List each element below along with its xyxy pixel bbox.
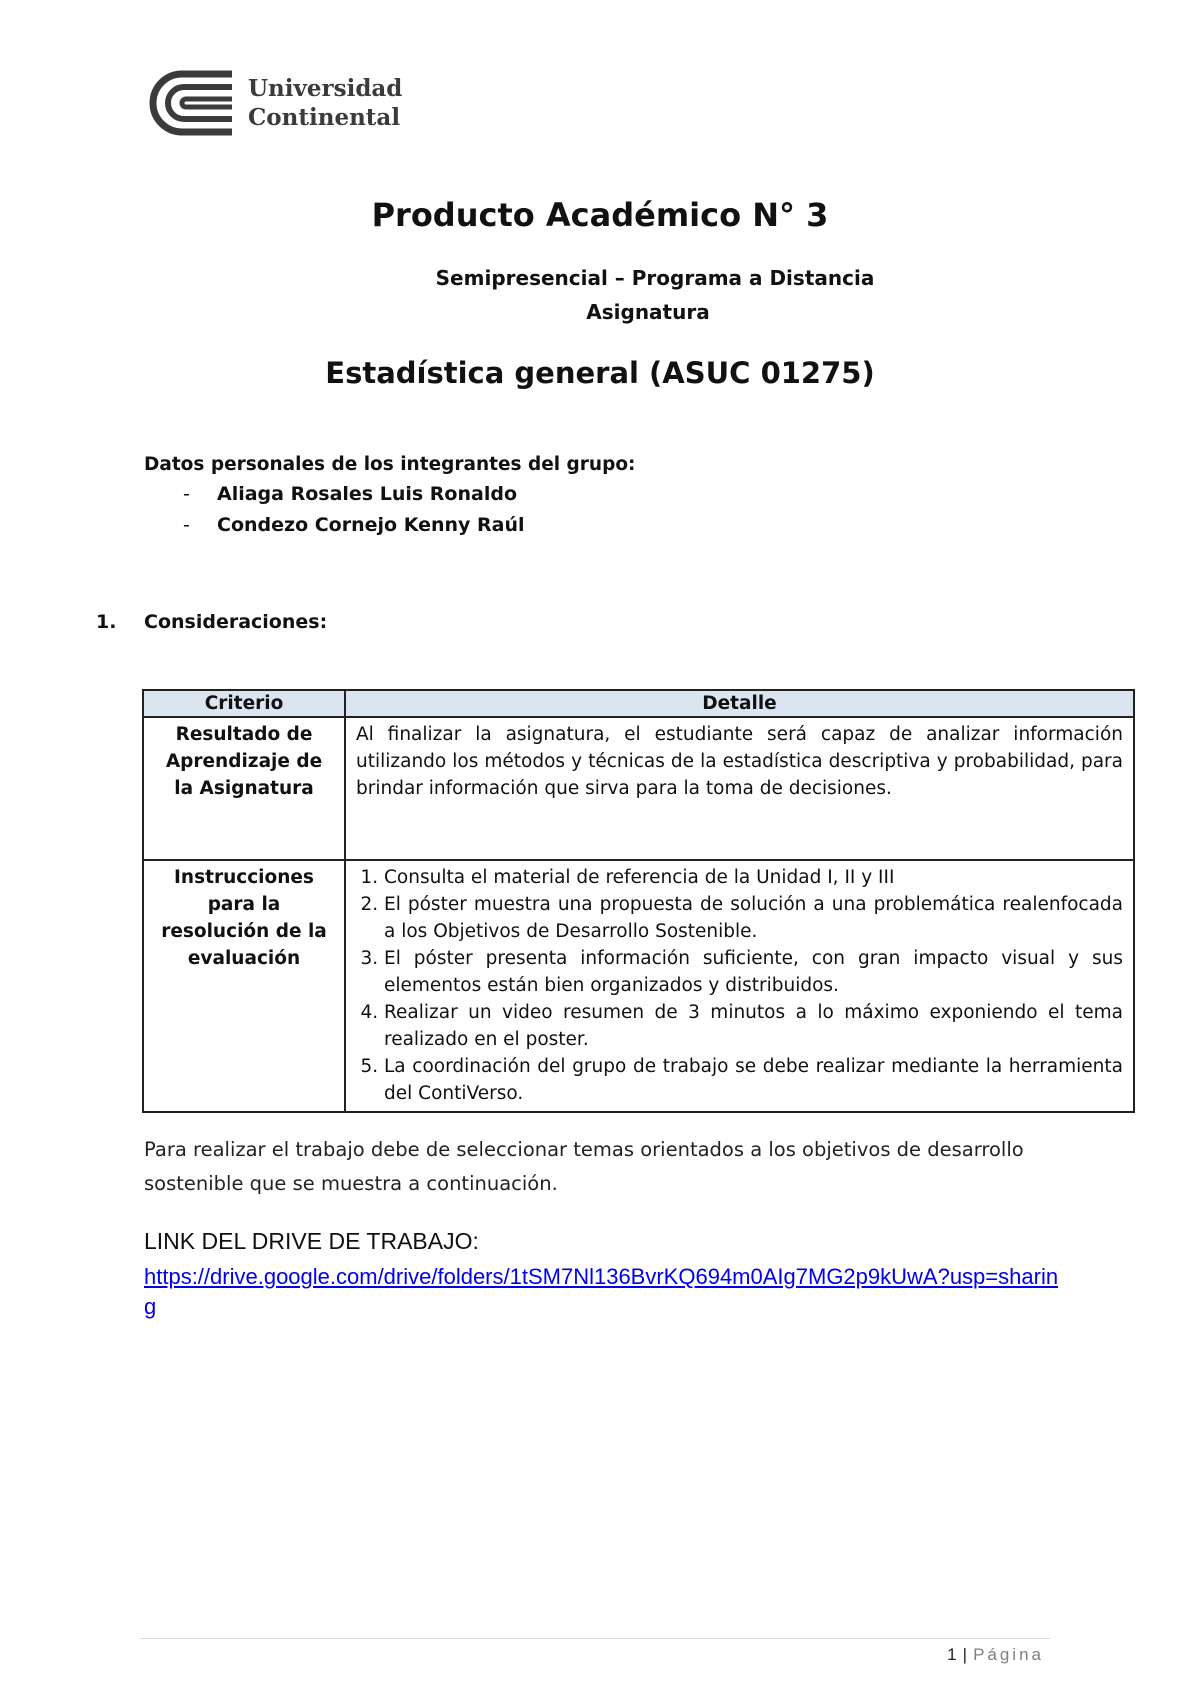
instructions-paragraph: Para realizar el trabajo debe de seleccionar temas orientados a los objetivos de desarrollo sostenible que se muestra a continuación.	[144, 1138, 1024, 1195]
member-item	[183, 483, 517, 505]
list-item: 2. El póster muestra una propuesta de solución a una problemática realenfocada a los Objetivos de Desarrollo Sostenible.	[384, 891, 1123, 945]
list-item: 5. La coordinación del grupo de trabajo se debe realizar mediante la herramienta del ContiVerso.	[384, 1053, 1123, 1107]
criterio-cell: Instrucciones para la resolución de la evaluación	[143, 860, 345, 1112]
member-item	[183, 514, 525, 536]
section-title: Consideraciones:	[144, 611, 328, 633]
list-item: 4. Realizar un video resumen de 3 minutos a lo máximo exponiendo el tema realizado en el poster.	[384, 999, 1123, 1053]
header-detalle: Detalle	[345, 690, 1134, 717]
member-bullet: -	[183, 514, 190, 536]
criteria-table	[142, 689, 1135, 1113]
instructions-list	[356, 864, 1123, 1107]
header-criterio: Criterio	[143, 690, 345, 717]
members-heading: Datos personales de los integrantes del grupo:	[144, 454, 636, 475]
page-footer	[947, 1645, 1044, 1665]
table-row	[143, 717, 1134, 860]
page-number: 1	[947, 1645, 957, 1664]
logo-line-1: Universidad	[248, 75, 403, 102]
member-name: Aliaga Rosales Luis Ronaldo	[217, 483, 517, 505]
member-bullet: -	[183, 483, 190, 505]
footer-divider	[140, 1638, 1050, 1639]
subject-label: Asignatura	[586, 300, 710, 324]
continental-c-logo-icon	[144, 68, 232, 138]
page-label: Página	[973, 1645, 1044, 1664]
drive-link[interactable]: https://drive.google.com/drive/folders/1tSM7Nl136BvrKQ694m0AIg7MG2p9kUwA?usp=sharing	[144, 1264, 1059, 1319]
member-name: Condezo Cornejo Kenny Raúl	[217, 514, 525, 536]
course-title: Estadística general (ASUC 01275)	[325, 356, 875, 390]
table-row	[143, 860, 1134, 1112]
university-name	[248, 74, 402, 132]
list-item: 3. El póster presenta información suficiente, con gran impacto visual y sus elementos están bien organizados y distribuidos.	[384, 945, 1123, 999]
document-title: Producto Académico N° 3	[371, 196, 829, 234]
section-heading	[96, 611, 327, 633]
modality-subtitle: Semipresencial – Programa a Distancia	[435, 266, 875, 290]
university-logo	[144, 68, 402, 138]
list-item: 1. Consulta el material de referencia de la Unidad I, II y III	[384, 864, 1123, 891]
drive-link-heading: LINK DEL DRIVE DE TRABAJO:	[144, 1228, 479, 1254]
table-header-row	[143, 690, 1134, 717]
criterio-cell: Resultado de Aprendizaje de la Asignatura	[143, 717, 345, 860]
section-number: 1.	[96, 611, 117, 633]
detalle-cell	[345, 860, 1134, 1112]
logo-line-2: Continental	[248, 104, 401, 131]
footer-separator: |	[962, 1645, 968, 1664]
detalle-cell: Al finalizar la asignatura, el estudiante será capaz de analizar información utilizando los métodos y técnicas de la estadística descriptiva y probabilidad, para brindar información que sirva para la toma de decisiones.	[345, 717, 1134, 860]
